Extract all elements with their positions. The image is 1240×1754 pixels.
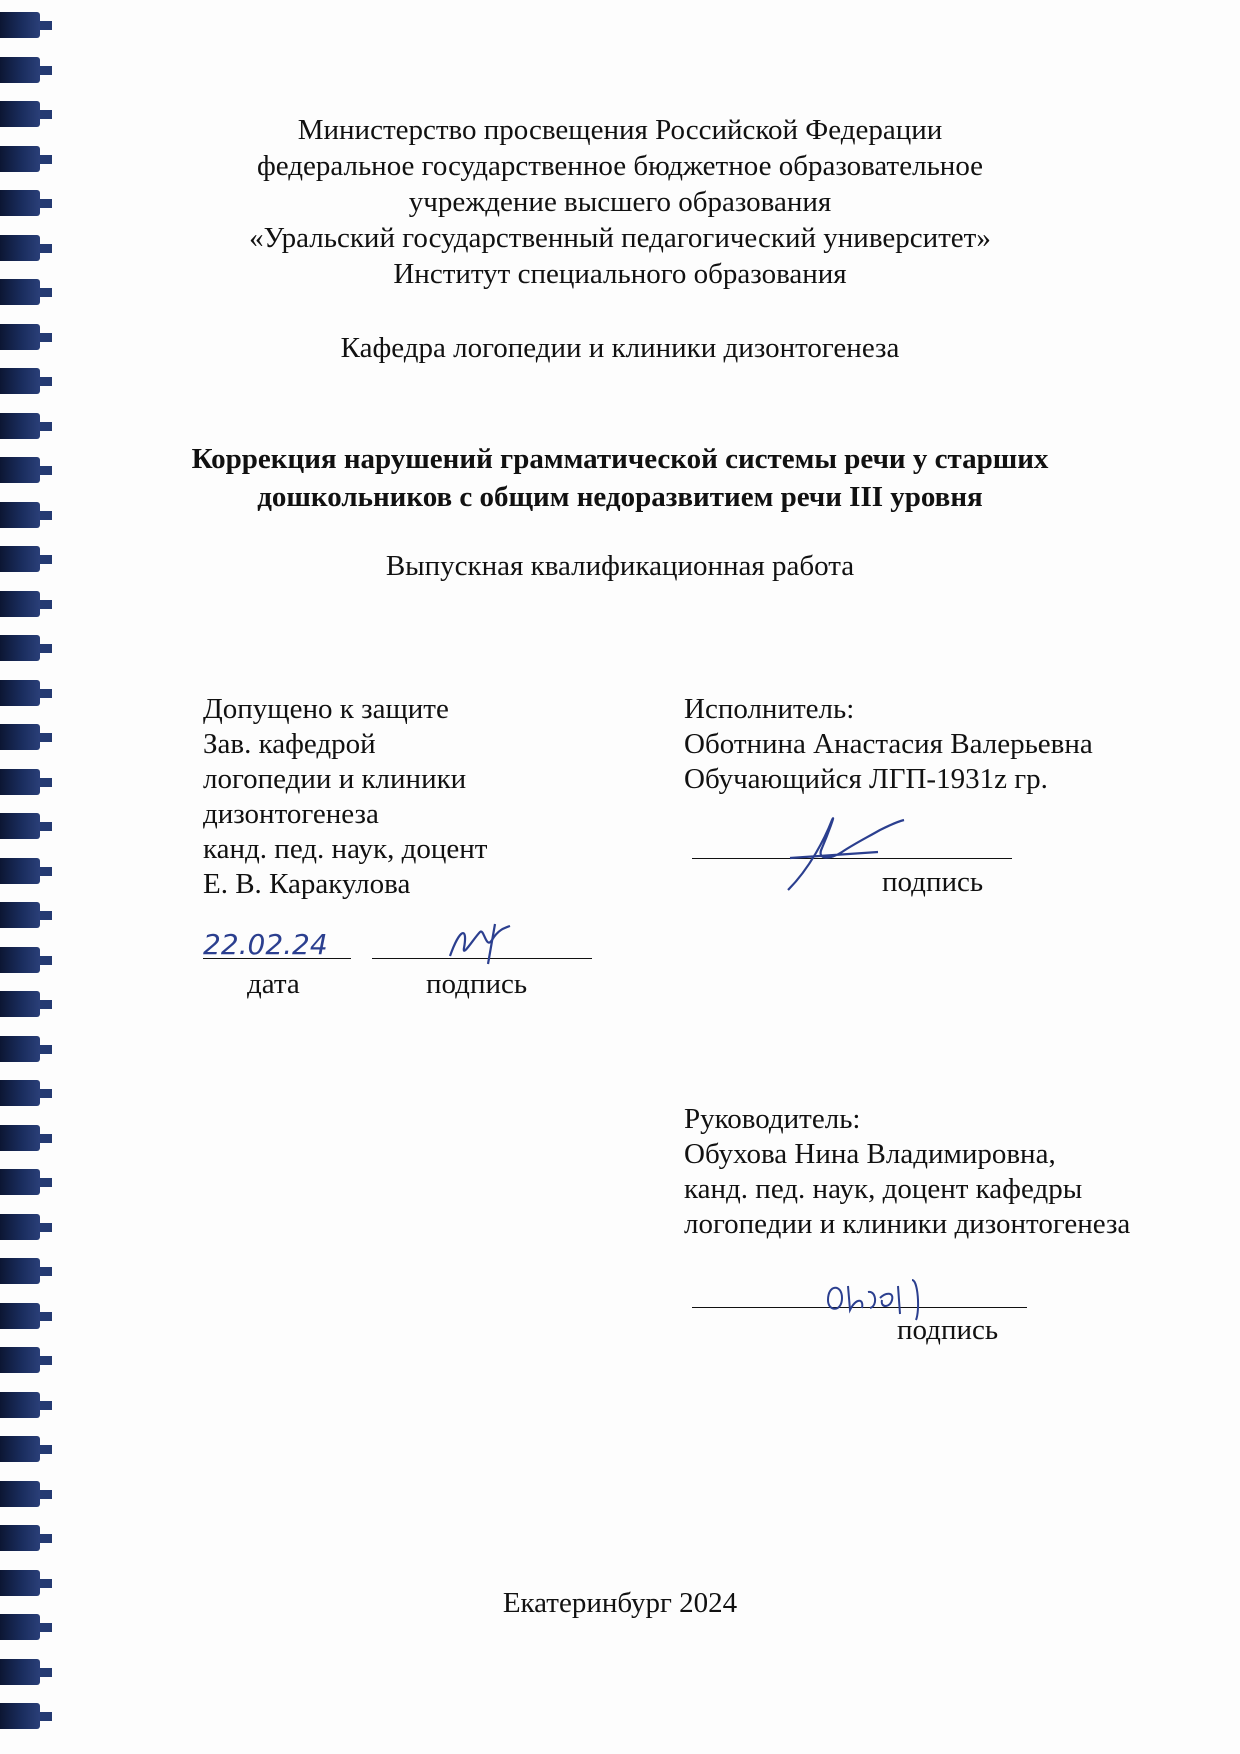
handwritten-date: 22.02.24 (203, 928, 328, 961)
binding-hole (0, 813, 40, 839)
supervisor-position: канд. пед. наук, доцент кафедры (684, 1173, 1083, 1205)
binding-hole (0, 680, 40, 706)
admission-line: канд. пед. наук, доцент (203, 833, 488, 865)
binding-hole (0, 1392, 40, 1418)
admission-line: Допущено к защите (203, 693, 449, 725)
binding-hole (0, 1347, 40, 1373)
binding-hole (0, 635, 40, 661)
binding-hole (0, 413, 40, 439)
supervisor-label: Руководитель: (684, 1103, 861, 1135)
thesis-title-line1: Коррекция нарушений грамматической системы речи у старших (191, 443, 1049, 475)
supervisor-signature-caption: подпись (897, 1314, 999, 1346)
supervisor-block (684, 1102, 1204, 1242)
binding-hole (0, 1214, 40, 1240)
date-line (203, 958, 351, 959)
binding-hole (0, 1169, 40, 1195)
binding-hole (0, 12, 40, 38)
ministry-line: Министерство просвещения Российской Федерации (297, 114, 943, 146)
binding-hole (0, 769, 40, 795)
university-name: «Уральский государственный педагогический университет» (249, 222, 991, 254)
binding-hole (0, 902, 40, 928)
executor-label: Исполнитель: (684, 693, 855, 725)
thesis-title-line2: дошкольников с общим недоразвитием речи III уровня (257, 481, 983, 513)
binding-hole (0, 368, 40, 394)
executor-block (684, 692, 1204, 797)
binding-hole (0, 991, 40, 1017)
admission-line: дизонтогенеза (203, 798, 379, 830)
binding-hole (0, 1258, 40, 1284)
binding-hole (0, 1703, 40, 1729)
binding-hole (0, 1036, 40, 1062)
binding-hole (0, 1303, 40, 1329)
executor-signature-caption: подпись (882, 866, 984, 898)
work-type: Выпускная квалификационная работа (385, 550, 855, 582)
executor-name: Оботнина Анастасия Валерьевна (684, 728, 1093, 760)
department-name: Кафедра логопедии и клиники дизонтогенеза (340, 332, 900, 364)
binding-hole (0, 858, 40, 884)
binding-hole (0, 1080, 40, 1106)
institute-name: Институт специального образования (393, 258, 847, 290)
binding-hole (0, 57, 40, 83)
binding-hole (0, 1659, 40, 1685)
binding-hole (0, 947, 40, 973)
binding-hole (0, 724, 40, 750)
admission-line: Зав. кафедрой (203, 728, 376, 760)
binding-hole (0, 1436, 40, 1462)
date-caption: дата (247, 968, 300, 1000)
supervisor-name: Обухова Нина Владимировна, (684, 1138, 1056, 1170)
supervisor-position: логопедии и клиники дизонтогенеза (684, 1208, 1131, 1240)
binding-hole (0, 1525, 40, 1551)
admission-block (203, 692, 623, 902)
binding-hole (0, 1481, 40, 1507)
head-signature-caption: подпись (426, 968, 528, 1000)
admission-line: Е. В. Каракулова (203, 868, 411, 900)
binding-hole (0, 591, 40, 617)
binding-hole (0, 1125, 40, 1151)
institution-level-line: учреждение высшего образования (408, 186, 832, 218)
head-signature-mark (440, 918, 530, 968)
institution-type-line: федеральное государственное бюджетное образовательное (256, 150, 984, 182)
admission-line: логопедии и клиники (203, 763, 467, 795)
executor-group: Обучающийся ЛГП-1931z гр. (684, 763, 1048, 795)
city-year: Екатеринбург 2024 (502, 1587, 738, 1619)
